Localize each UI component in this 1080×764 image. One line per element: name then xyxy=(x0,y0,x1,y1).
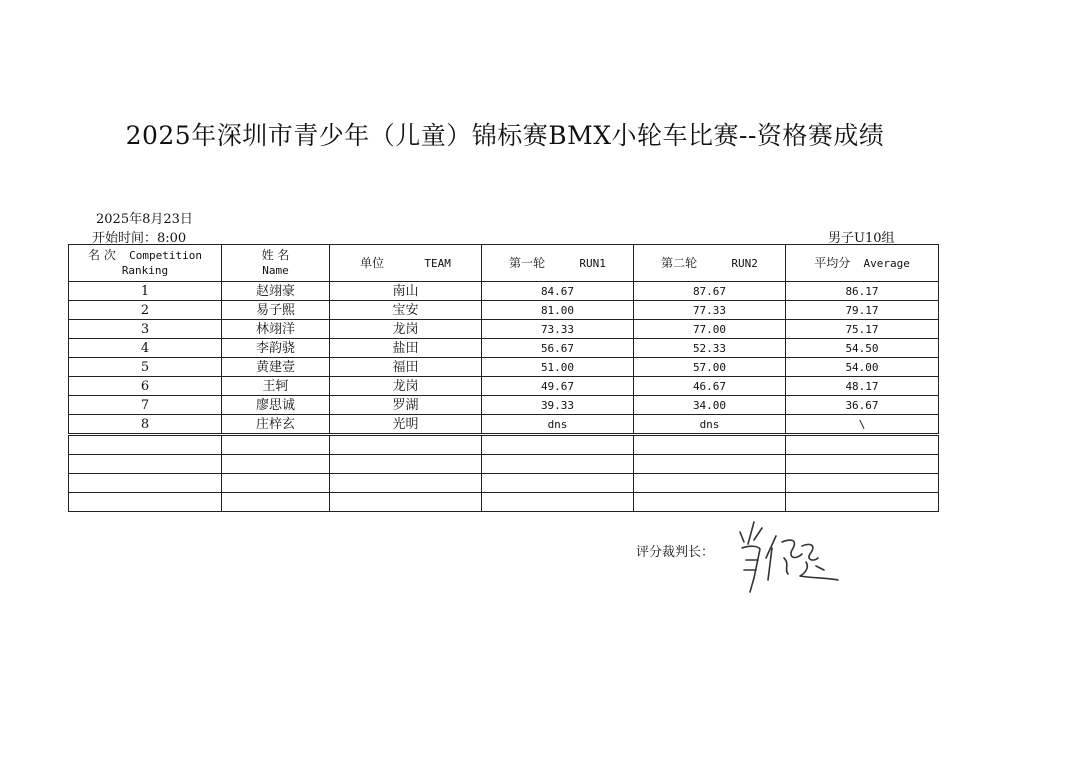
results-table xyxy=(68,244,939,512)
team-cell: 罗湖 xyxy=(330,396,482,415)
rank-cell: 7 xyxy=(69,396,222,415)
team-cell: 福田 xyxy=(330,358,482,377)
rank-cell: 2 xyxy=(69,301,222,320)
run1-cell: 49.67 xyxy=(482,377,634,396)
run2-cell: 46.67 xyxy=(634,377,786,396)
run1-cell: 56.67 xyxy=(482,339,634,358)
average-cell: 54.00 xyxy=(786,358,939,377)
header-name-cn: 姓 名 xyxy=(261,248,290,262)
header-name-en: Name xyxy=(262,264,289,277)
header-average xyxy=(786,245,939,282)
header-avg-cn: 平均分 xyxy=(814,255,851,270)
group-label: 男子U10组 xyxy=(828,231,895,246)
run2-cell: 57.00 xyxy=(634,358,786,377)
header-rank-en1: Competition xyxy=(129,249,202,262)
empty-row xyxy=(69,455,939,474)
header-team xyxy=(330,245,482,282)
header-rank-cn: 名 次 xyxy=(88,248,116,262)
run1-cell: 39.33 xyxy=(482,396,634,415)
run2-cell: 77.00 xyxy=(634,320,786,339)
name-cell: 王轲 xyxy=(222,377,330,396)
empty-row xyxy=(69,493,939,512)
rank-cell: 3 xyxy=(69,320,222,339)
name-cell: 林翊洋 xyxy=(222,320,330,339)
name-cell: 易子熙 xyxy=(222,301,330,320)
table-row xyxy=(69,415,939,435)
header-run2 xyxy=(634,245,786,282)
team-cell: 盐田 xyxy=(330,339,482,358)
table-header-row xyxy=(69,245,939,282)
run1-cell: 73.33 xyxy=(482,320,634,339)
team-cell: 龙岗 xyxy=(330,320,482,339)
average-cell: \ xyxy=(786,415,939,435)
header-rank-en2: Ranking xyxy=(121,264,169,277)
average-cell: 79.17 xyxy=(786,301,939,320)
header-run1-cn: 第一轮 xyxy=(509,255,546,270)
header-avg-en: Average xyxy=(863,256,910,270)
average-cell: 48.17 xyxy=(786,377,939,396)
run2-cell: 34.00 xyxy=(634,396,786,415)
average-cell: 75.17 xyxy=(786,320,939,339)
rank-cell: 4 xyxy=(69,339,222,358)
table-row xyxy=(69,301,939,320)
team-cell: 光明 xyxy=(330,415,482,435)
empty-row xyxy=(69,435,939,455)
rank-cell: 6 xyxy=(69,377,222,396)
table-row xyxy=(69,282,939,301)
header-rank xyxy=(69,245,222,282)
header-team-en: TEAM xyxy=(424,256,451,270)
header-run1 xyxy=(482,245,634,282)
run2-cell: 52.33 xyxy=(634,339,786,358)
run2-cell: 77.33 xyxy=(634,301,786,320)
run2-cell: 87.67 xyxy=(634,282,786,301)
table-row xyxy=(69,320,939,339)
name-cell: 庄梓玄 xyxy=(222,415,330,435)
rank-cell: 1 xyxy=(69,282,222,301)
chief-judge-label: 评分裁判长： xyxy=(636,545,715,560)
average-cell: 54.50 xyxy=(786,339,939,358)
run1-cell: 81.00 xyxy=(482,301,634,320)
team-cell: 宝安 xyxy=(330,301,482,320)
table-row xyxy=(69,339,939,358)
handwritten-signature xyxy=(732,518,844,598)
name-cell: 李韵骁 xyxy=(222,339,330,358)
table-row xyxy=(69,358,939,377)
competition-date: 2025年8月23日 xyxy=(96,212,193,227)
run1-cell: 51.00 xyxy=(482,358,634,377)
table-row xyxy=(69,396,939,415)
name-cell: 赵翊豪 xyxy=(222,282,330,301)
header-run1-en: RUN1 xyxy=(579,256,606,270)
run1-cell: dns xyxy=(482,415,634,435)
rank-cell: 8 xyxy=(69,415,222,435)
rank-cell: 5 xyxy=(69,358,222,377)
header-run2-en: RUN2 xyxy=(731,256,758,270)
start-time: 开始时间：8:00 xyxy=(92,231,187,246)
name-cell: 黄建壹 xyxy=(222,358,330,377)
team-cell: 龙岗 xyxy=(330,377,482,396)
average-cell: 36.67 xyxy=(786,396,939,415)
run1-cell: 84.67 xyxy=(482,282,634,301)
empty-row xyxy=(69,474,939,493)
header-name xyxy=(222,245,330,282)
document-title: 2025年深圳市青少年（儿童）锦标赛BMX小轮车比赛--资格赛成绩 xyxy=(125,121,885,150)
header-run2-cn: 第二轮 xyxy=(661,255,698,270)
run2-cell: dns xyxy=(634,415,786,435)
team-cell: 南山 xyxy=(330,282,482,301)
name-cell: 廖思诚 xyxy=(222,396,330,415)
average-cell: 86.17 xyxy=(786,282,939,301)
table-row xyxy=(69,377,939,396)
header-team-cn: 单位 xyxy=(360,255,385,270)
